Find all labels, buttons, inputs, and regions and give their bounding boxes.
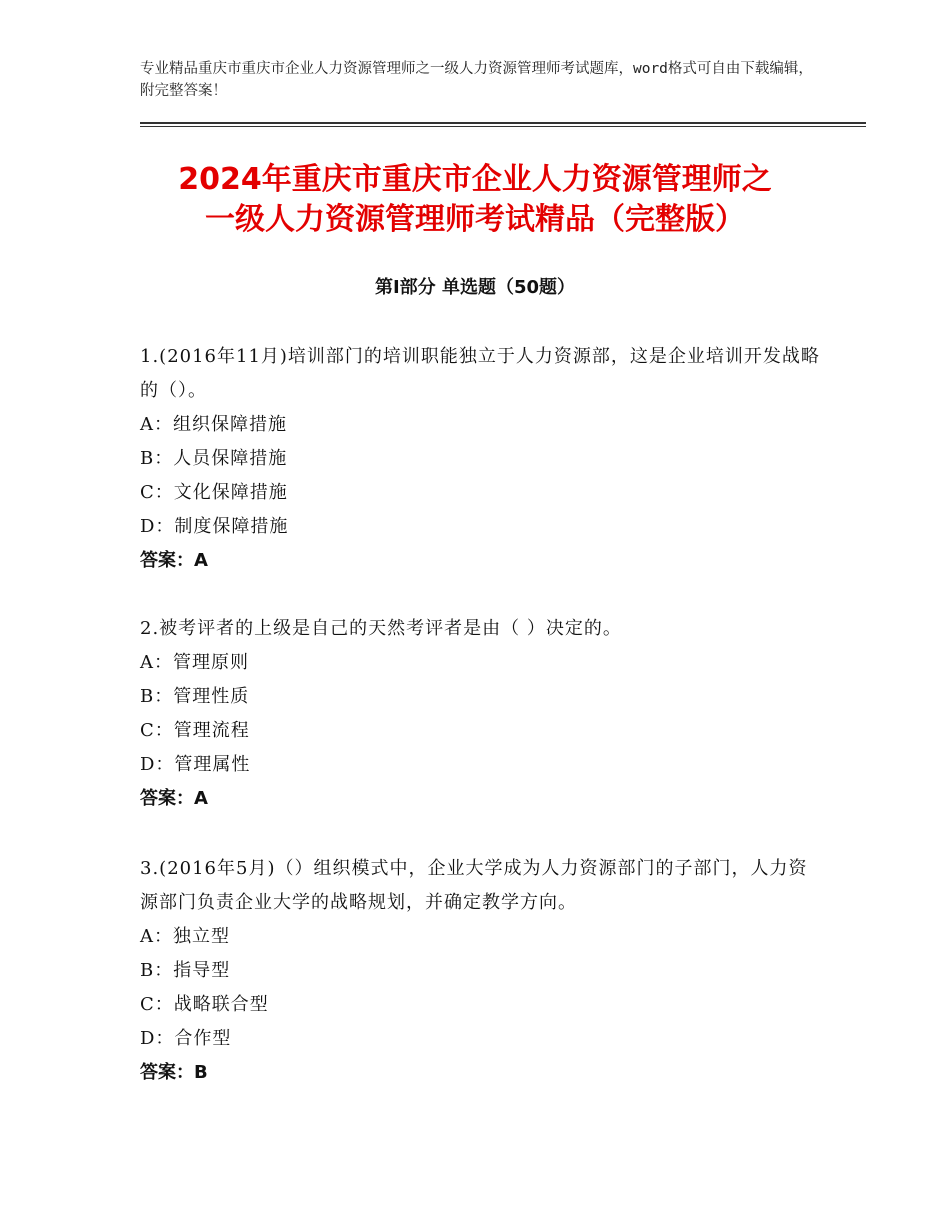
header-divider-thin [140,126,866,127]
option-b: B：管理性质 [140,686,250,707]
question-1 [140,340,820,578]
option-d: D：合作型 [140,1028,232,1049]
option-b: B：指导型 [140,960,231,981]
answer: 答案：B [140,1062,208,1083]
option-c: C：文化保障措施 [140,482,288,503]
question-stem: 3.(2016年5月)（）组织模式中，企业大学成为人力资源部门的子部门，人力资源部门负责企业大学的战略规划，并确定教学方向。 [140,858,808,913]
question-3 [140,852,820,1090]
header-divider-thick [140,122,866,124]
option-a: A：管理原则 [140,652,249,673]
option-c: C：管理流程 [140,720,250,741]
title-line-2: 一级人力资源管理师考试精品（完整版） [205,202,745,237]
option-d: D：管理属性 [140,754,251,775]
title-line-1: 2024年重庆市重庆市企业人力资源管理师之 [178,162,772,197]
answer: 答案：A [140,550,208,571]
document-title [100,160,850,240]
option-b: B：人员保障措施 [140,448,288,469]
question-2 [140,612,820,816]
option-d: D：制度保障措施 [140,516,289,537]
header-note: 专业精品重庆市重庆市企业人力资源管理师之一级人力资源管理师考试题库，word格式可自由下载编辑，附完整答案！ [140,61,813,99]
question-stem: 2.被考评者的上级是自己的天然考评者是由（ ）决定的。 [140,618,622,639]
option-a: A：组织保障措施 [140,414,287,435]
option-a: A：独立型 [140,926,230,947]
section-title: 第Ⅰ部分 单选题（50题） [374,277,575,298]
question-stem: 1.(2016年11月)培训部门的培训职能独立于人力资源部，这是企业培训开发战略的（）。 [140,346,820,401]
answer: 答案：A [140,788,208,809]
option-c: C：战略联合型 [140,994,269,1015]
